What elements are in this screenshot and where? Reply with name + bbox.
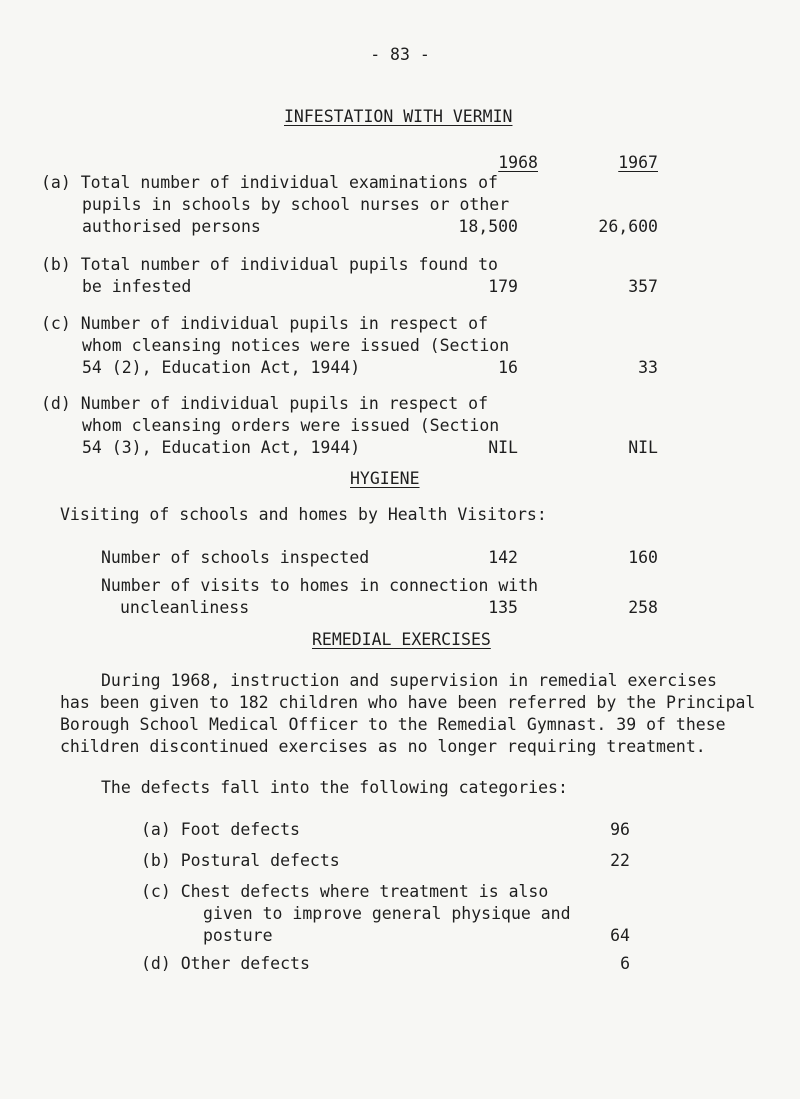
- remedial-para-line1: During 1968, instruction and supervision in remedial exercises: [101, 671, 717, 690]
- row-c-label: (c) Number of individual pupils in respect of: [41, 314, 489, 333]
- category-c: (c) Chest defects where treatment is also: [141, 882, 549, 901]
- category-d: (d) Other defects: [141, 954, 310, 973]
- row-c-line2: whom cleansing notices were issued (Section: [82, 336, 510, 355]
- category-c-line2: given to improve general physique and: [203, 904, 571, 923]
- hygiene-row1-1968: 142: [488, 548, 518, 567]
- hygiene-row1-label: Number of schools inspected: [101, 548, 370, 567]
- hygiene-row2-line1: Number of visits to homes in connection with: [101, 576, 539, 595]
- page-number: - 83 -: [370, 45, 430, 64]
- row-d-line2: whom cleansing orders were issued (Section: [82, 416, 500, 435]
- row-d-label: (d) Number of individual pupils in respect of: [41, 394, 489, 413]
- row-a-1968: 18,500: [458, 217, 518, 236]
- remedial-categories-intro: The defects fall into the following categories:: [101, 778, 568, 797]
- category-b-value: 22: [610, 851, 630, 870]
- col-header-1968: 1968: [498, 153, 538, 172]
- remedial-para-line3: Borough School Medical Officer to the Remedial Gymnast. 39 of these: [60, 715, 726, 734]
- category-c-line3: posture: [203, 926, 273, 945]
- hygiene-row2-1968: 135: [488, 598, 518, 617]
- category-a-value: 96: [610, 820, 630, 839]
- row-b-1967: 357: [628, 277, 658, 296]
- row-a-1967: 26,600: [598, 217, 658, 236]
- category-d-value: 6: [620, 954, 630, 973]
- hygiene-row2-1967: 258: [628, 598, 658, 617]
- section-heading-hygiene: HYGIENE: [350, 469, 420, 488]
- section-heading-remedial: REMEDIAL EXERCISES: [312, 630, 491, 649]
- hygiene-row2-line2: uncleanliness: [120, 598, 250, 617]
- row-d-1968: NIL: [488, 438, 518, 457]
- row-c-line3: 54 (2), Education Act, 1944): [82, 358, 361, 377]
- row-c-1967: 33: [638, 358, 658, 377]
- hygiene-row1-1967: 160: [628, 548, 658, 567]
- row-a-line2: pupils in schools by school nurses or other: [82, 195, 510, 214]
- hygiene-intro: Visiting of schools and homes by Health Visitors:: [60, 505, 547, 524]
- section-heading-infestation: INFESTATION WITH VERMIN: [284, 107, 513, 126]
- row-b-line2: be infested: [82, 277, 192, 296]
- remedial-para-line2: has been given to 182 children who have been referred by the Principal: [60, 693, 756, 712]
- remedial-para-line4: children discontinued exercises as no longer requiring treatment.: [60, 737, 706, 756]
- row-d-line3: 54 (3), Education Act, 1944): [82, 438, 361, 457]
- col-header-1967: 1967: [618, 153, 658, 172]
- row-a-label: (a) Total number of individual examinations of: [41, 173, 498, 192]
- row-a-line3: authorised persons: [82, 217, 261, 236]
- category-a: (a) Foot defects: [141, 820, 300, 839]
- category-c-value: 64: [610, 926, 630, 945]
- row-b-1968: 179: [488, 277, 518, 296]
- row-b-label: (b) Total number of individual pupils found to: [41, 255, 498, 274]
- row-c-1968: 16: [498, 358, 518, 377]
- row-d-1967: NIL: [628, 438, 658, 457]
- category-b: (b) Postural defects: [141, 851, 340, 870]
